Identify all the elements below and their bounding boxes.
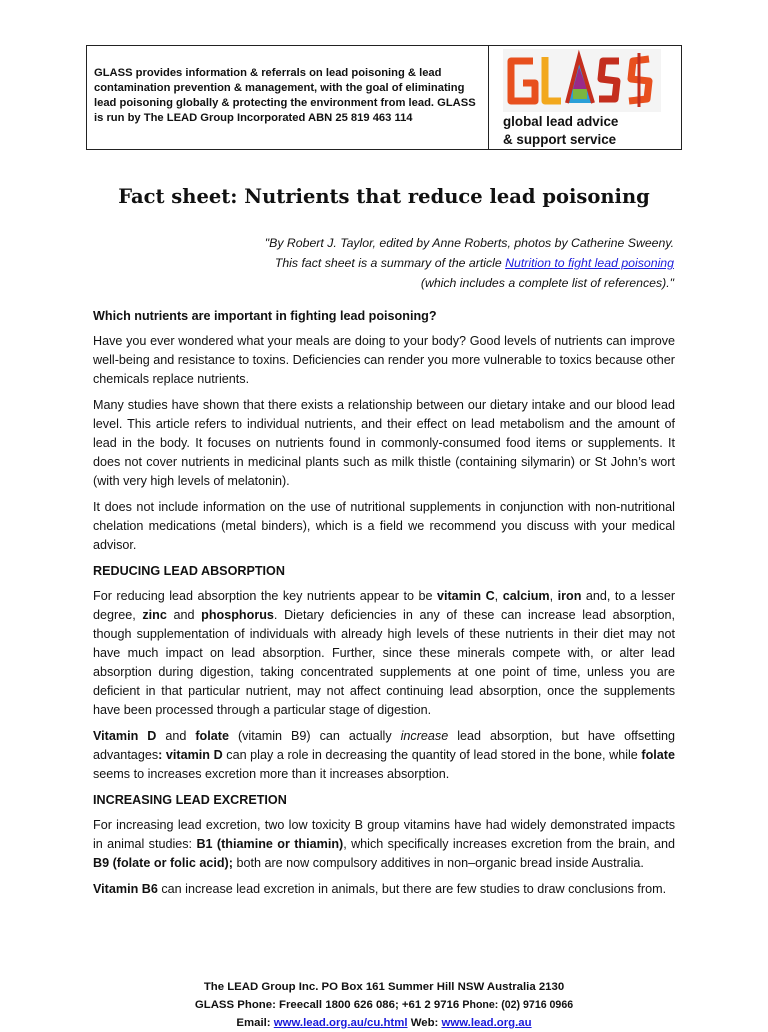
text: and bbox=[166, 608, 202, 622]
text: For increasing lead excretion, two low toxicity B group vitamins have had widely demonstrated impacts in animal studies: bbox=[93, 818, 675, 851]
nutrient-folate: folate bbox=[195, 729, 229, 743]
attribution-line-1: "By Robert J. Taylor, edited by Anne Roberts, photos by Catherine Sweeny. bbox=[264, 236, 674, 250]
paragraph-vitamin-d-folate bbox=[93, 727, 675, 784]
text: lead absorption, but have offsetting advantages bbox=[93, 729, 675, 762]
tagline-line-2: & support service bbox=[503, 132, 617, 147]
nutrient-zinc: zinc bbox=[142, 608, 167, 622]
footer-phone bbox=[0, 996, 768, 1014]
text: For reducing lead absorption the key nutrients appear to be bbox=[93, 589, 437, 603]
attribution-prefix: This fact sheet is a summary of the article bbox=[274, 256, 506, 270]
text: , bbox=[494, 589, 503, 603]
page-title: Fact sheet: Nutrients that reduce lead poisoning bbox=[118, 185, 650, 208]
text: can play a role in decreasing the quantity of lead stored in the bone, while bbox=[222, 748, 642, 762]
paragraph-vitamin-b6 bbox=[93, 880, 675, 899]
text: seems to increases excretion more than it increases absorption. bbox=[93, 767, 450, 781]
text: Web: bbox=[407, 1017, 442, 1029]
text: Email: bbox=[236, 1017, 274, 1029]
text: both are now compulsory additives in non–organic bread inside Australia. bbox=[232, 856, 644, 870]
text: and, to a lesser degree, bbox=[93, 589, 676, 622]
attribution bbox=[265, 233, 674, 293]
nutrient-vitamin-d: : vitamin D bbox=[158, 748, 223, 762]
attribution-line-2 bbox=[265, 253, 674, 273]
header-description-cell bbox=[87, 46, 489, 149]
article-body bbox=[93, 307, 675, 906]
nutrient-vitamin-c: vitamin C bbox=[436, 589, 495, 603]
nutrient-vitamin-b6: Vitamin B6 bbox=[93, 882, 158, 896]
web-link[interactable]: www.lead.org.au bbox=[441, 1017, 532, 1029]
footer-address: The LEAD Group Inc. PO Box 161 Summer Hill NSW Australia 2130 bbox=[203, 981, 565, 993]
text: and bbox=[156, 729, 196, 743]
paragraph-excretion bbox=[93, 816, 675, 873]
emphasis-increase: increase bbox=[400, 729, 449, 743]
nutrient-folate: folate bbox=[641, 748, 675, 762]
text: can increase lead excretion in animals, but there are few studies to draw conclusions from. bbox=[157, 882, 667, 896]
nutrient-b1: B1 (thiamine or thiamin) bbox=[196, 837, 344, 851]
article-link[interactable]: Nutrition to fight lead poisoning bbox=[505, 256, 674, 270]
paragraph-intro: Have you ever wondered what your meals are doing to your body? Good levels of nutrients can improve well-being and resistance to toxins. Deficiencies can render you more vulnerable to toxics because other chemicals replace nutrients. bbox=[93, 334, 675, 386]
header-description: GLASS provides information & referrals on lead poisoning & lead contamination prevention & management, with the goal of eliminating lead poisoning globally & protecting the environment from lead. GLASS is run by The LEAD Group Incorporated ABN 25 819 463 114 bbox=[94, 67, 476, 124]
heading-reducing-absorption: REDUCING LEAD ABSORPTION bbox=[93, 564, 285, 578]
paragraph-studies: Many studies have shown that there exists a relationship between our dietary intake and our blood lead level. This article refers to individual nutrients, and their effect on lead metabolism and the amount of lead in the body. It focuses on nutrients found in commonly-consumed food items or supplements. It does not cover nutrients in medicinal plants such as milk thistle (containing silymarin) or St John’s wort (with very high levels of melatonin). bbox=[93, 398, 675, 488]
paragraph-absorption bbox=[93, 587, 675, 720]
header-box bbox=[86, 45, 682, 150]
nutrient-phosphorus: phosphorus bbox=[201, 608, 274, 622]
attribution-line-3: (which includes a complete list of references)." bbox=[420, 276, 674, 290]
tagline-line-1: global lead advice bbox=[503, 114, 619, 129]
logo-tagline bbox=[503, 113, 618, 149]
question-heading: Which nutrients are important in fighting lead poisoning? bbox=[93, 309, 437, 323]
text: GLASS Phone: Freecall 1800 626 086; +61 2 9716 bbox=[194, 999, 463, 1011]
nutrient-calcium: calcium bbox=[502, 589, 550, 603]
text: (vitamin B9) can actually bbox=[228, 729, 401, 743]
nutrient-vitamin-d: Vitamin D bbox=[93, 729, 157, 743]
nutrient-iron: iron bbox=[557, 589, 582, 603]
text: . Dietary deficiencies in any of these can increase lead absorption, though supplementation of individuals with already high levels of these nutrients in their diet may not have much impact on lead absorption. Further, since these minerals compete with, or alter lead absorption during digestion, taking concentrated supplements at one point of time, unless you are deficient in that particular nutrient, may not affect continuing lead absorption, once the supplements have been processed through a particular stage of digestion. bbox=[93, 608, 675, 717]
email-link[interactable]: www.lead.org.au/cu.html bbox=[273, 1017, 408, 1029]
heading-increasing-excretion: INCREASING LEAD EXCRETION bbox=[93, 793, 287, 807]
header-logo-cell bbox=[489, 46, 681, 149]
nutrient-b9: B9 (folate or folic acid); bbox=[93, 856, 233, 870]
paragraph-chelation: It does not include information on the use of nutritional supplements in conjunction with non-nutritional chelation medications (metal binders), which is a field we recommend you discuss with your medical advisor. bbox=[93, 500, 675, 552]
text: Phone: (02) 9716 0966 bbox=[462, 999, 574, 1011]
footer-contact bbox=[0, 1014, 768, 1032]
text: , bbox=[549, 589, 558, 603]
text: , which specifically increases excretion from the brain, and bbox=[343, 837, 675, 851]
glass-logo bbox=[503, 49, 661, 112]
